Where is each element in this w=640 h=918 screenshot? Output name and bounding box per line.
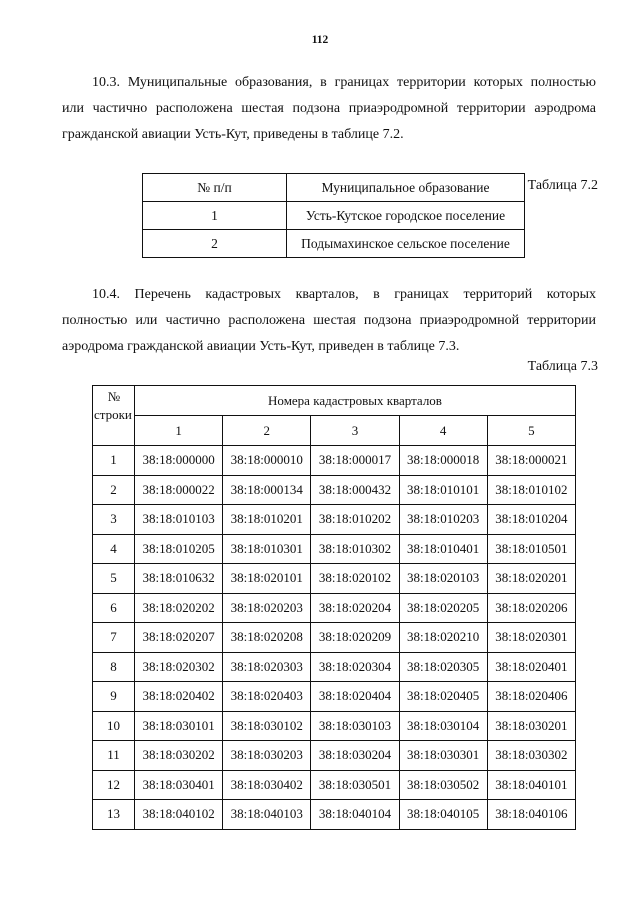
cadastral-quarter-cell: 38:18:010301 [223, 534, 311, 564]
table-row [93, 623, 576, 653]
table-row [93, 741, 576, 771]
cadastral-quarter-cell: 38:18:000018 [399, 446, 487, 476]
cadastral-quarter-cell: 38:18:010632 [135, 564, 223, 594]
row-number-cell: 9 [93, 682, 135, 712]
cadastral-quarter-cell: 38:18:020401 [487, 652, 575, 682]
cadastral-quarter-cell: 38:18:020102 [311, 564, 399, 594]
cadastral-quarter-cell: 38:18:010205 [135, 534, 223, 564]
cadastral-quarter-cell: 38:18:010401 [399, 534, 487, 564]
table-row [93, 593, 576, 623]
row-number-cell: 11 [93, 741, 135, 771]
column-number-cell: 4 [399, 416, 487, 446]
table-cell: Подымахинское сельское поселение [287, 230, 525, 258]
column-number-cell: 1 [135, 416, 223, 446]
cadastral-quarter-cell: 38:18:030102 [223, 711, 311, 741]
cadastral-quarter-cell: 38:18:030301 [399, 741, 487, 771]
paragraph-10-3 [62, 70, 596, 148]
cadastral-quarter-cell: 38:18:010202 [311, 505, 399, 535]
cadastral-quarter-cell: 38:18:020210 [399, 623, 487, 653]
cadastral-quarter-cell: 38:18:020203 [223, 593, 311, 623]
cadastral-quarter-cell: 38:18:010101 [399, 475, 487, 505]
cadastral-quarter-cell: 38:18:020301 [487, 623, 575, 653]
cadastral-quarter-cell: 38:18:020101 [223, 564, 311, 594]
cadastral-quarter-cell: 38:18:020208 [223, 623, 311, 653]
table-row [93, 652, 576, 682]
row-number-cell: 1 [93, 446, 135, 476]
cadastral-quarter-cell: 38:18:020201 [487, 564, 575, 594]
table-header-row [93, 386, 576, 416]
cadastral-quarter-cell: 38:18:020304 [311, 652, 399, 682]
cadastral-quarter-cell: 38:18:040106 [487, 800, 575, 830]
paragraph-line: или частично расположена шестая подзона приаэродромной территории аэродрома [62, 101, 596, 116]
column-number-cell: 3 [311, 416, 399, 446]
cadastral-quarter-cell: 38:18:010501 [487, 534, 575, 564]
cadastral-quarter-cell: 38:18:020404 [311, 682, 399, 712]
paragraph-line: аэродрома гражданской авиации Усть-Кут, приведен в таблице 7.3. [62, 339, 460, 354]
cadastral-quarter-cell: 38:18:020405 [399, 682, 487, 712]
cadastral-quarter-cell: 38:18:010302 [311, 534, 399, 564]
header-cell-number: № п/п [143, 174, 287, 202]
cadastral-quarter-cell: 38:18:010102 [487, 475, 575, 505]
cadastral-quarter-cell: 38:18:020103 [399, 564, 487, 594]
cadastral-quarter-cell: 38:18:010203 [399, 505, 487, 535]
row-number-cell: 6 [93, 593, 135, 623]
group-header-cell: Номера кадастровых кварталов [135, 386, 576, 416]
cadastral-quarter-cell: 38:18:030402 [223, 770, 311, 800]
cadastral-quarter-cell: 38:18:030203 [223, 741, 311, 771]
table-header-row [143, 174, 525, 202]
cadastral-quarter-cell: 38:18:020205 [399, 593, 487, 623]
cadastral-quarter-cell: 38:18:010204 [487, 505, 575, 535]
row-number-header-symbol: № [107, 389, 121, 404]
cadastral-quarter-cell: 38:18:020206 [487, 593, 575, 623]
table-row [93, 475, 576, 505]
column-number-cell: 2 [223, 416, 311, 446]
cadastral-quarter-cell: 38:18:020209 [311, 623, 399, 653]
row-number-cell: 2 [93, 475, 135, 505]
cadastral-quarter-cell: 38:18:020406 [487, 682, 575, 712]
row-number-header [93, 386, 135, 446]
row-number-header-word: строки [94, 407, 132, 422]
cadastral-quarter-cell: 38:18:020303 [223, 652, 311, 682]
table-row [143, 202, 525, 230]
cadastral-quarter-cell: 38:18:030302 [487, 741, 575, 771]
table-7-3 [92, 385, 576, 830]
table-row [93, 770, 576, 800]
row-number-cell: 5 [93, 564, 135, 594]
paragraph-line: гражданской авиации Усть-Кут, приведены в таблице 7.2. [62, 127, 404, 142]
table-7-2 [142, 173, 525, 258]
cadastral-quarter-cell: 38:18:030104 [399, 711, 487, 741]
cadastral-quarter-cell: 38:18:030401 [135, 770, 223, 800]
row-number-cell: 4 [93, 534, 135, 564]
cadastral-quarter-cell: 38:18:030502 [399, 770, 487, 800]
cadastral-quarter-cell: 38:18:030202 [135, 741, 223, 771]
table-7-3-caption: Таблица 7.3 [527, 359, 598, 374]
paragraph-10-4 [62, 282, 596, 360]
cadastral-quarter-cell: 38:18:000022 [135, 475, 223, 505]
paragraph-line: 10.4. Перечень кадастровых кварталов, в границах территорий которых [92, 287, 596, 302]
table-row [93, 711, 576, 741]
column-number-cell: 5 [487, 416, 575, 446]
cadastral-quarter-cell: 38:18:020403 [223, 682, 311, 712]
cadastral-quarter-cell: 38:18:040102 [135, 800, 223, 830]
paragraph-line: 10.3. Муниципальные образования, в границах территории которых полностью [92, 75, 596, 90]
cadastral-quarter-cell: 38:18:020305 [399, 652, 487, 682]
column-number-row [93, 416, 576, 446]
table-cell: 1 [143, 202, 287, 230]
cadastral-quarter-cell: 38:18:000432 [311, 475, 399, 505]
row-number-cell: 3 [93, 505, 135, 535]
cadastral-quarter-cell: 38:18:000021 [487, 446, 575, 476]
table-row [93, 800, 576, 830]
row-number-cell: 12 [93, 770, 135, 800]
table-row [93, 446, 576, 476]
table-row [93, 505, 576, 535]
table-row [93, 564, 576, 594]
page-number: 112 [311, 34, 329, 46]
cadastral-quarter-cell: 38:18:030501 [311, 770, 399, 800]
cadastral-quarter-cell: 38:18:040105 [399, 800, 487, 830]
table-row [93, 534, 576, 564]
cadastral-quarter-cell: 38:18:030204 [311, 741, 399, 771]
cadastral-quarter-cell: 38:18:040104 [311, 800, 399, 830]
cadastral-quarter-cell: 38:18:030101 [135, 711, 223, 741]
cadastral-quarter-cell: 38:18:000000 [135, 446, 223, 476]
row-number-cell: 8 [93, 652, 135, 682]
cadastral-quarter-cell: 38:18:020302 [135, 652, 223, 682]
cadastral-quarter-cell: 38:18:030103 [311, 711, 399, 741]
table-7-2-caption: Таблица 7.2 [527, 178, 598, 193]
row-number-cell: 10 [93, 711, 135, 741]
row-number-cell: 7 [93, 623, 135, 653]
cadastral-quarter-cell: 38:18:020204 [311, 593, 399, 623]
header-cell-municipality: Муниципальное образование [287, 174, 525, 202]
cadastral-quarter-cell: 38:18:000134 [223, 475, 311, 505]
paragraph-line: полностью или частично расположена шестая подзона приаэродромной территории [62, 313, 596, 328]
cadastral-quarter-cell: 38:18:040103 [223, 800, 311, 830]
cadastral-quarter-cell: 38:18:020207 [135, 623, 223, 653]
cadastral-quarter-cell: 38:18:000010 [223, 446, 311, 476]
table-cell: 2 [143, 230, 287, 258]
cadastral-quarter-cell: 38:18:040101 [487, 770, 575, 800]
cadastral-quarter-cell: 38:18:010103 [135, 505, 223, 535]
row-number-cell: 13 [93, 800, 135, 830]
cadastral-quarter-cell: 38:18:030201 [487, 711, 575, 741]
cadastral-quarter-cell: 38:18:020402 [135, 682, 223, 712]
table-row [93, 682, 576, 712]
cadastral-quarter-cell: 38:18:010201 [223, 505, 311, 535]
table-cell: Усть-Кутское городское поселение [287, 202, 525, 230]
table-row [143, 230, 525, 258]
cadastral-quarter-cell: 38:18:020202 [135, 593, 223, 623]
cadastral-quarter-cell: 38:18:000017 [311, 446, 399, 476]
